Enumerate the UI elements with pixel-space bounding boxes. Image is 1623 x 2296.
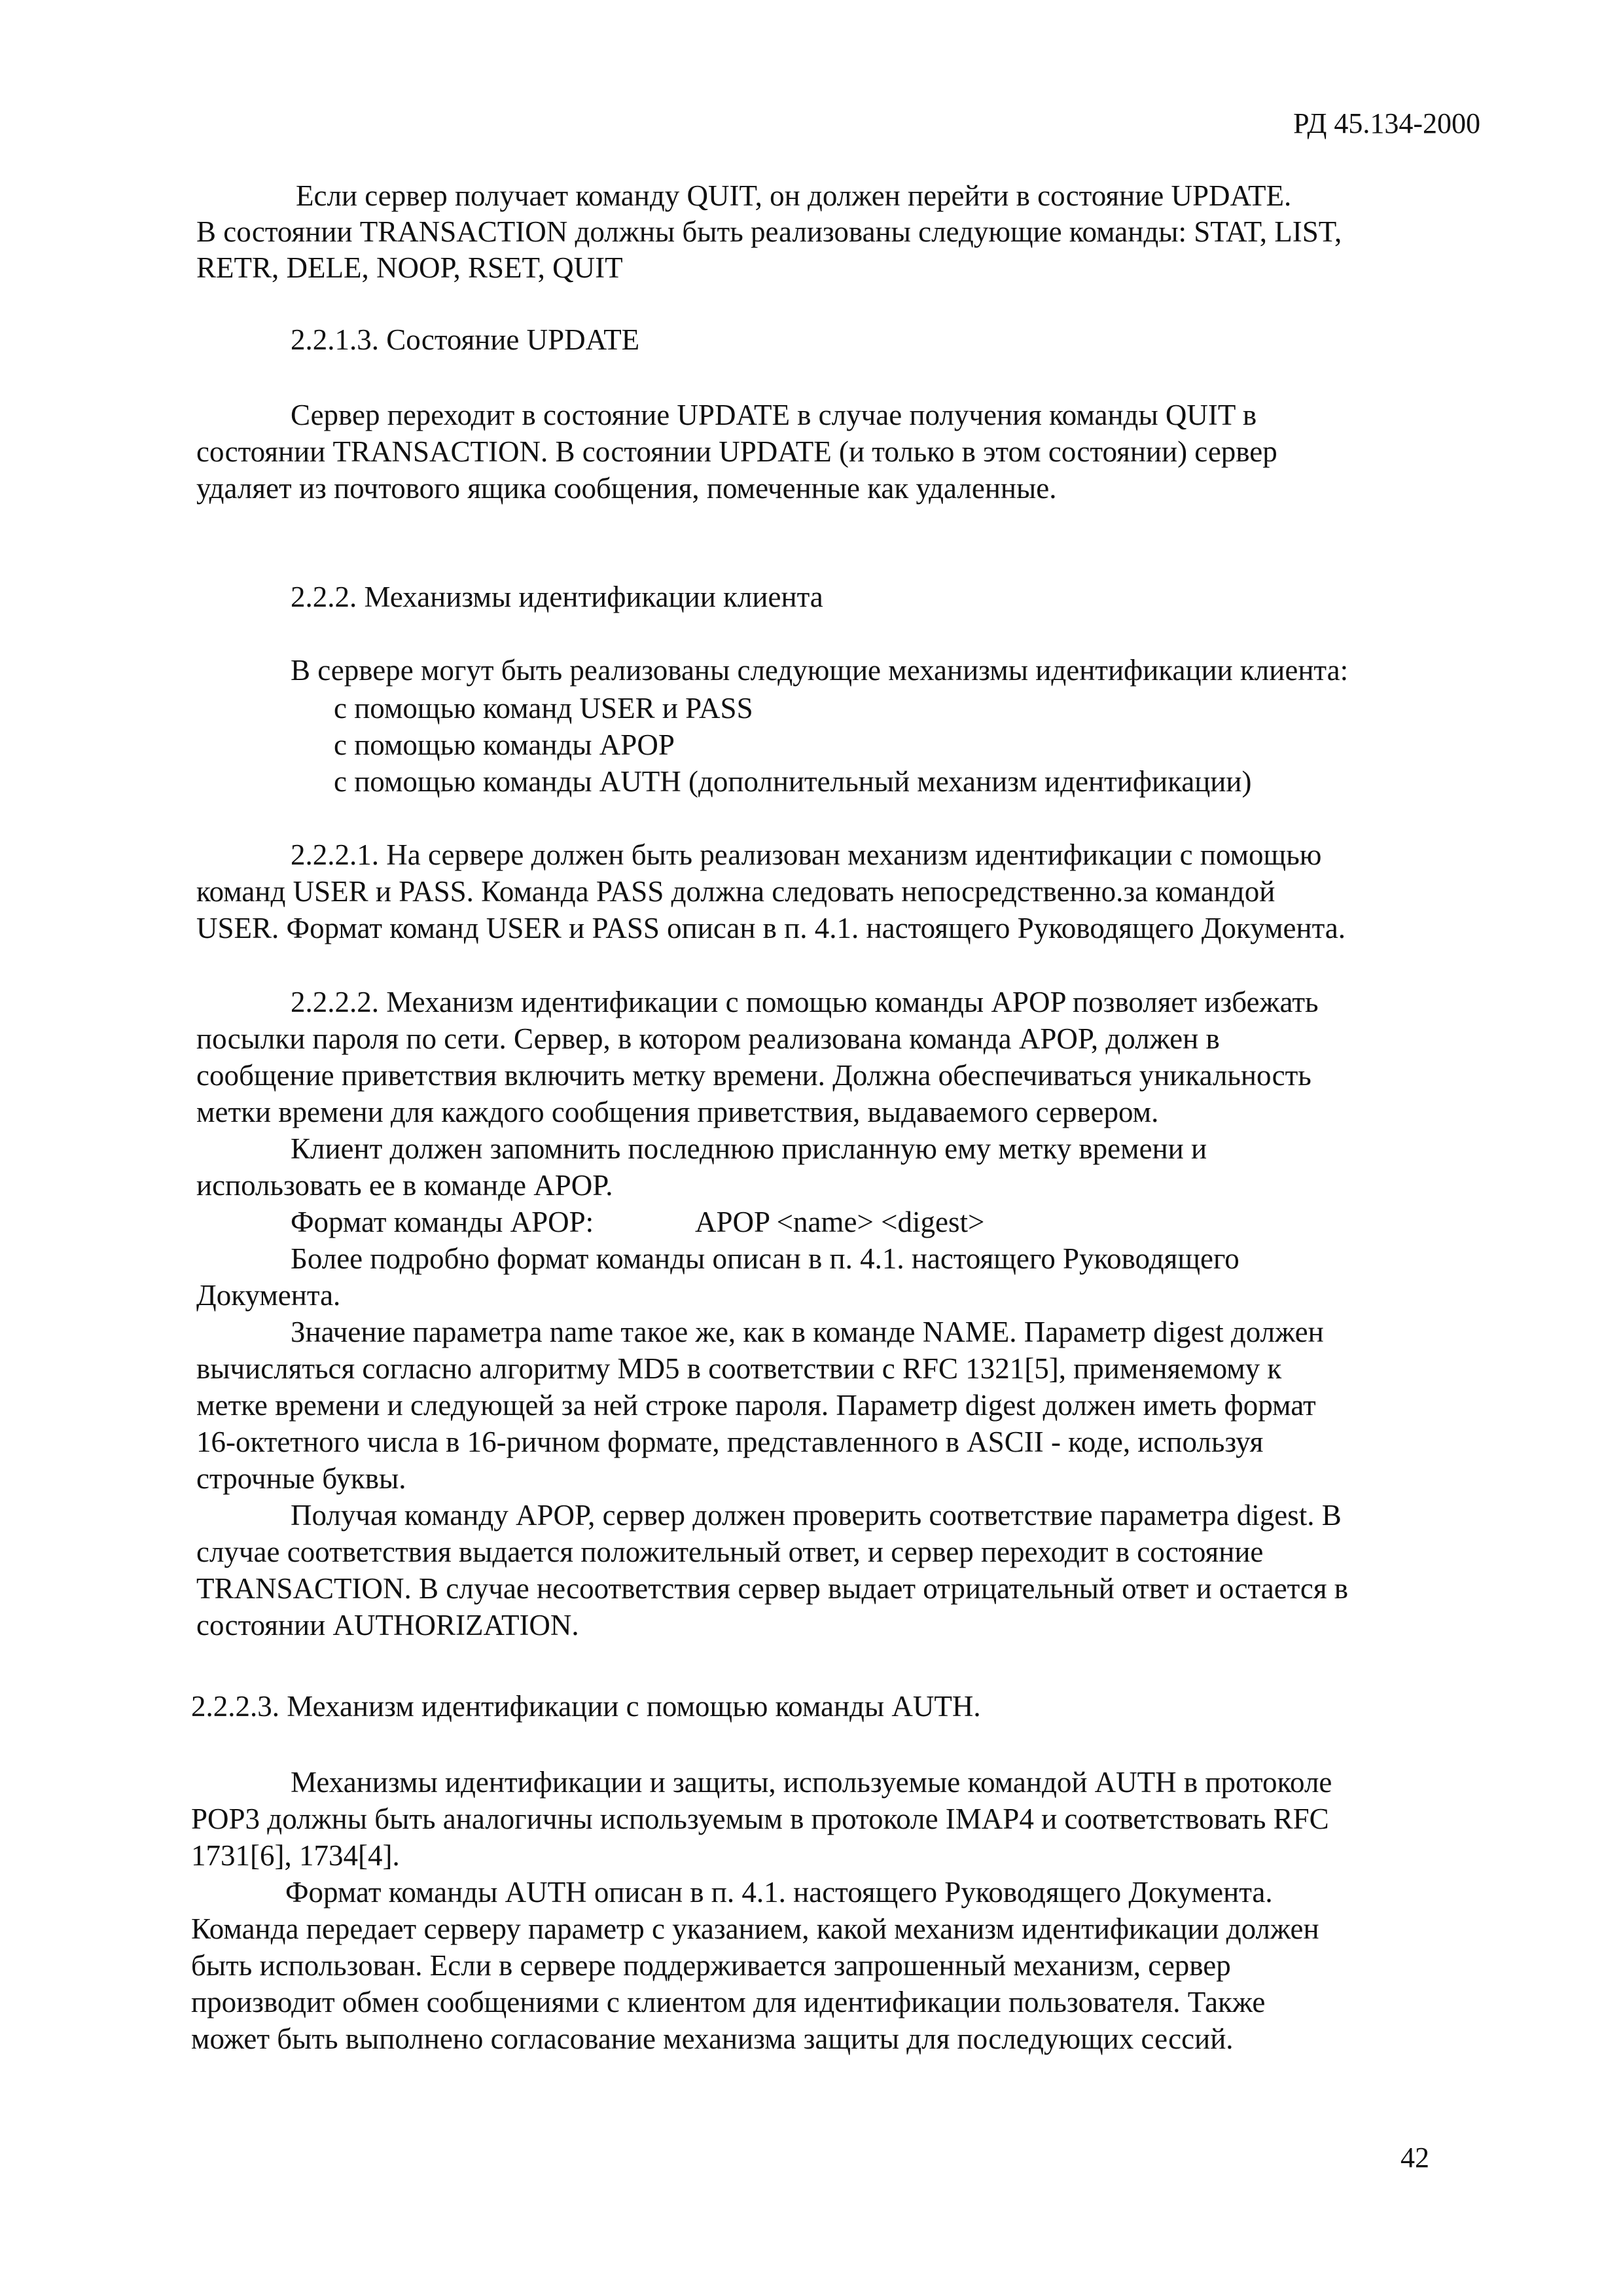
text-line: быть использован. Если в сервере поддерживается запрошенный механизм, сервер	[191, 1949, 1231, 1982]
text-line: 16-октетного числа в 16-ричном формате, представленного в ASCII - коде, используя	[196, 1426, 1264, 1458]
text-line: 1731[6], 1734[4].	[191, 1839, 400, 1872]
text-line: производит обмен сообщениями с клиентом для идентификации пользователя. Также	[191, 1986, 1266, 2018]
text-line: случае соответствия выдается положительный ответ, и сервер переходит в состояние	[196, 1535, 1264, 1568]
text-line: сообщение приветствия включить метку времени. Должна обеспечиваться уникальность	[196, 1059, 1311, 1092]
text-line: Формат команды AUTH описан в п. 4.1. настоящего Руководящего Документа.	[285, 1876, 1273, 1909]
text-line: 2.2.2.2. Механизм идентификации с помощью команды APOP позволяет избежать	[291, 986, 1319, 1018]
text-line: Значение параметра name такое же, как в команде NAME. Параметр digest должен	[291, 1316, 1324, 1348]
text-line: В сервере могут быть реализованы следующие механизмы идентификации клиента:	[291, 654, 1349, 687]
document-id: РД 45.134-2000	[1293, 107, 1480, 139]
text-line: может быть выполнено согласование механизма защиты для последующих сессий.	[191, 2022, 1234, 2055]
text-line: USER. Формат команд USER и PASS описан в п. 4.1. настоящего Руководящего Документа.	[196, 912, 1346, 944]
text-line: Более подробно формат команды описан в п. 4.1. настоящего Руководящего	[291, 1242, 1240, 1275]
list-item: с помощью команд USER и PASS	[334, 692, 753, 725]
text-line: метке времени и следующей за ней строке пароля. Параметр digest должен иметь формат	[196, 1389, 1316, 1422]
list-item: с помощью команды APOP	[334, 728, 675, 761]
text-line: удаляет из почтового ящика сообщения, помеченные как удаленные.	[196, 472, 1057, 505]
text-line: вычисляться согласно алгоритму MD5 в соответствии с RFC 1321[5], применяемому к	[196, 1352, 1282, 1385]
text-line: Клиент должен запомнить последнюю присланную ему метку времени и	[291, 1132, 1207, 1165]
text-line: 2.2.2.1. На сервере должен быть реализован механизм идентификации с помощью	[291, 838, 1322, 871]
text-line: Получая команду APOP, сервер должен проверить соответствие параметра digest. В	[291, 1499, 1342, 1532]
text-line: Документа.	[196, 1279, 341, 1312]
section-heading: 2.2.2. Механизмы идентификации клиента	[291, 581, 823, 613]
text-line: RETR, DELE, NOOP, RSET, QUIT	[196, 251, 623, 284]
format-value: APOP <name> <digest>	[695, 1206, 985, 1238]
text-line: Механизмы идентификации и защиты, используемые командой AUTH в протоколе	[291, 1766, 1332, 1799]
text-line: строчные буквы.	[196, 1462, 406, 1495]
text-line: Команда передает серверу параметр с указанием, какой механизм идентификации должен	[191, 1912, 1319, 1945]
text-line: посылки пароля по сети. Сервер, в котором реализована команда APOP, должен в	[196, 1022, 1220, 1055]
text-line: состоянии TRANSACTION. В состоянии UPDATE (и только в этом состоянии) сервер	[196, 435, 1277, 468]
text-line: Если сервер получает команду QUIT, он должен перейти в состояние UPDATE.	[296, 179, 1292, 212]
text-line: TRANSACTION. В случае несоответствия сервер выдает отрицательный ответ и остается в	[196, 1572, 1349, 1605]
text-line: В состоянии TRANSACTION должны быть реализованы следующие команды: STAT, LIST,	[196, 215, 1342, 248]
text-line: использовать ее в команде APOP.	[196, 1169, 613, 1202]
text-line: Сервер переходит в состояние UPDATE в случае получения команды QUIT в	[291, 399, 1257, 431]
format-label: Формат команды APOP:	[291, 1206, 594, 1238]
section-heading: 2.2.2.3. Механизм идентификации с помощью команды AUTH.	[191, 1690, 981, 1723]
text-line: POP3 должны быть аналогичны используемым в протоколе IMAP4 и соответствовать RFC	[191, 1803, 1329, 1835]
section-heading: 2.2.1.3. Состояние UPDATE	[291, 323, 640, 356]
text-line: метки времени для каждого сообщения приветствия, выдаваемого сервером.	[196, 1096, 1159, 1128]
page-number: 42	[1400, 2142, 1429, 2174]
text-line: состоянии AUTHORIZATION.	[196, 1609, 579, 1641]
text-line: команд USER и PASS. Команда PASS должна следовать непосредственно.за командой	[196, 875, 1275, 908]
list-item: с помощью команды AUTH (дополнительный механизм идентификации)	[334, 765, 1252, 798]
